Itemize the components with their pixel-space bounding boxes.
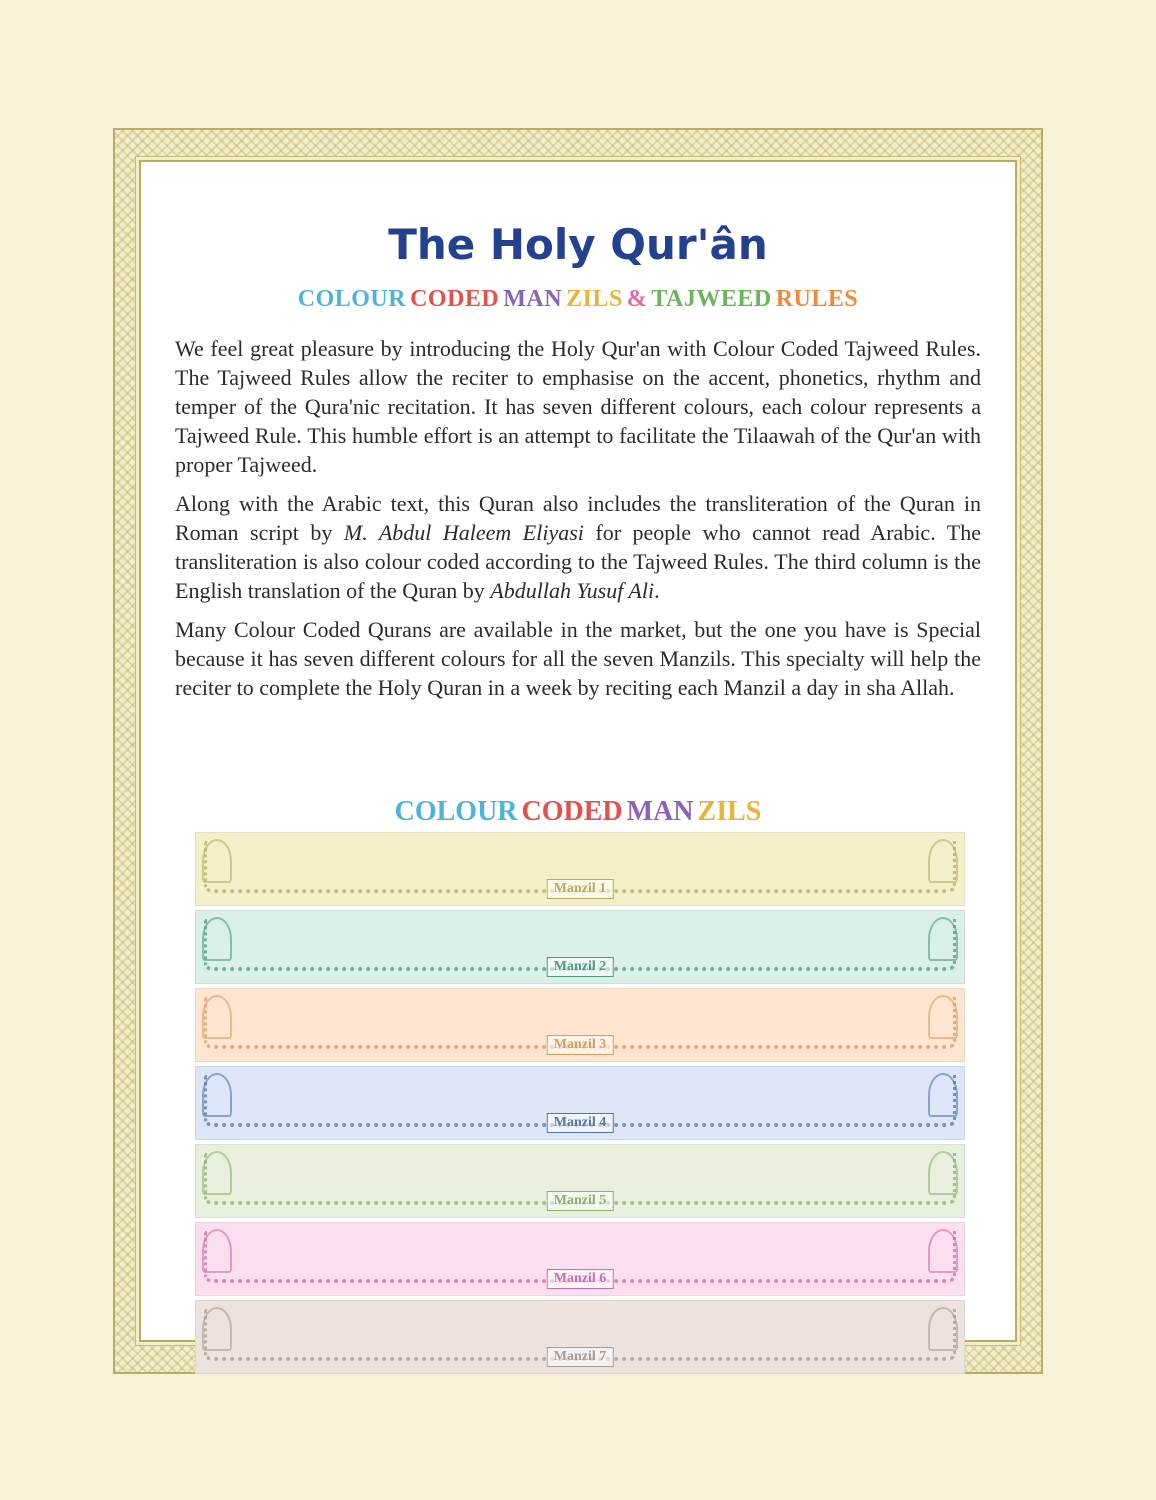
subtitle-word: RULES bbox=[775, 286, 859, 312]
page-subtitle bbox=[141, 286, 1015, 313]
corner-ornament-icon bbox=[928, 1307, 958, 1351]
corner-ornament-icon bbox=[928, 1151, 958, 1195]
subtitle-word: & bbox=[626, 286, 648, 312]
manzils-heading bbox=[141, 796, 1015, 828]
author-name: Abdullah Yusuf Ali bbox=[490, 578, 655, 603]
corner-ornament-icon bbox=[202, 917, 232, 961]
manzil-label: Manzil 5 bbox=[547, 1191, 614, 1211]
paragraph-text: . bbox=[654, 578, 660, 603]
page-panel bbox=[139, 160, 1017, 1364]
paragraph-text: Many Colour Coded Qurans are available in the market, but the one you have is Special because it has seven different colours for all the seven Manzils. This specialty will help the reciter to complete the Holy Quran in a week by reciting each Manzil a day in sha Allah. bbox=[175, 617, 981, 700]
subtitle-word: CODED bbox=[410, 286, 500, 312]
manzil-band bbox=[195, 1222, 965, 1296]
manzil-label: Manzil 2 bbox=[547, 957, 614, 977]
paragraph bbox=[175, 615, 981, 702]
subtitle-word: TAJWEED bbox=[651, 286, 772, 312]
manzil-label: Manzil 6 bbox=[547, 1269, 614, 1289]
manzils-heading-word: COLOUR bbox=[394, 796, 518, 827]
manzil-band bbox=[195, 1066, 965, 1140]
manzil-label: Manzil 3 bbox=[547, 1035, 614, 1055]
manzils-heading-word: MAN bbox=[626, 796, 694, 827]
corner-ornament-icon bbox=[202, 1307, 232, 1351]
paragraph bbox=[175, 489, 981, 605]
manzil-band bbox=[195, 1300, 965, 1374]
paragraph-text: We feel great pleasure by introducing the Holy Qur'an with Colour Coded Tajweed Rules. The Tajweed Rules allow the reciter to emphasise on the accent, phonetics, rhythm and temper of the Qura'nic recitation. It has seven different colours, each colour represents a Tajweed Rule. This humble effort is an attempt to facilitate the Tilaawah of the Qur'an with proper Tajweed. bbox=[175, 336, 981, 477]
paragraph-text: Along with the Arabic text, this Quran also includes the transliteration of the Quran in Roman script by bbox=[175, 491, 981, 545]
corner-ornament-icon bbox=[928, 839, 958, 883]
corner-ornament-icon bbox=[928, 995, 958, 1039]
manzil-band bbox=[195, 988, 965, 1062]
corner-ornament-icon bbox=[202, 1151, 232, 1195]
corner-ornament-icon bbox=[202, 995, 232, 1039]
intro-text bbox=[175, 334, 981, 712]
manzil-band-list bbox=[195, 832, 965, 1378]
paragraph bbox=[175, 334, 981, 479]
corner-ornament-icon bbox=[928, 1229, 958, 1273]
manzil-band bbox=[195, 1144, 965, 1218]
corner-ornament-icon bbox=[202, 1073, 232, 1117]
subtitle-word: ZILS bbox=[566, 286, 623, 312]
corner-ornament-icon bbox=[202, 1229, 232, 1273]
ornamental-border bbox=[113, 128, 1043, 1374]
paragraph-text: for people who cannot read Arabic. The transliteration is also colour coded according to the Tajweed Rules. The third column is the English translation of the Quran by bbox=[175, 520, 981, 603]
corner-ornament-icon bbox=[928, 917, 958, 961]
manzils-heading-word: ZILS bbox=[697, 796, 762, 827]
manzil-label: Manzil 4 bbox=[547, 1113, 614, 1133]
subtitle-word: COLOUR bbox=[297, 286, 407, 312]
manzil-label: Manzil 1 bbox=[547, 879, 614, 899]
manzils-heading-word: CODED bbox=[521, 796, 623, 827]
page-title: The Holy Qur'ân bbox=[388, 220, 768, 269]
corner-ornament-icon bbox=[928, 1073, 958, 1117]
manzil-label: Manzil 7 bbox=[547, 1347, 614, 1367]
manzil-band bbox=[195, 910, 965, 984]
subtitle-word: MAN bbox=[503, 286, 563, 312]
manzil-band bbox=[195, 832, 965, 906]
author-name: M. Abdul Haleem Eliyasi bbox=[343, 520, 584, 545]
corner-ornament-icon bbox=[202, 839, 232, 883]
